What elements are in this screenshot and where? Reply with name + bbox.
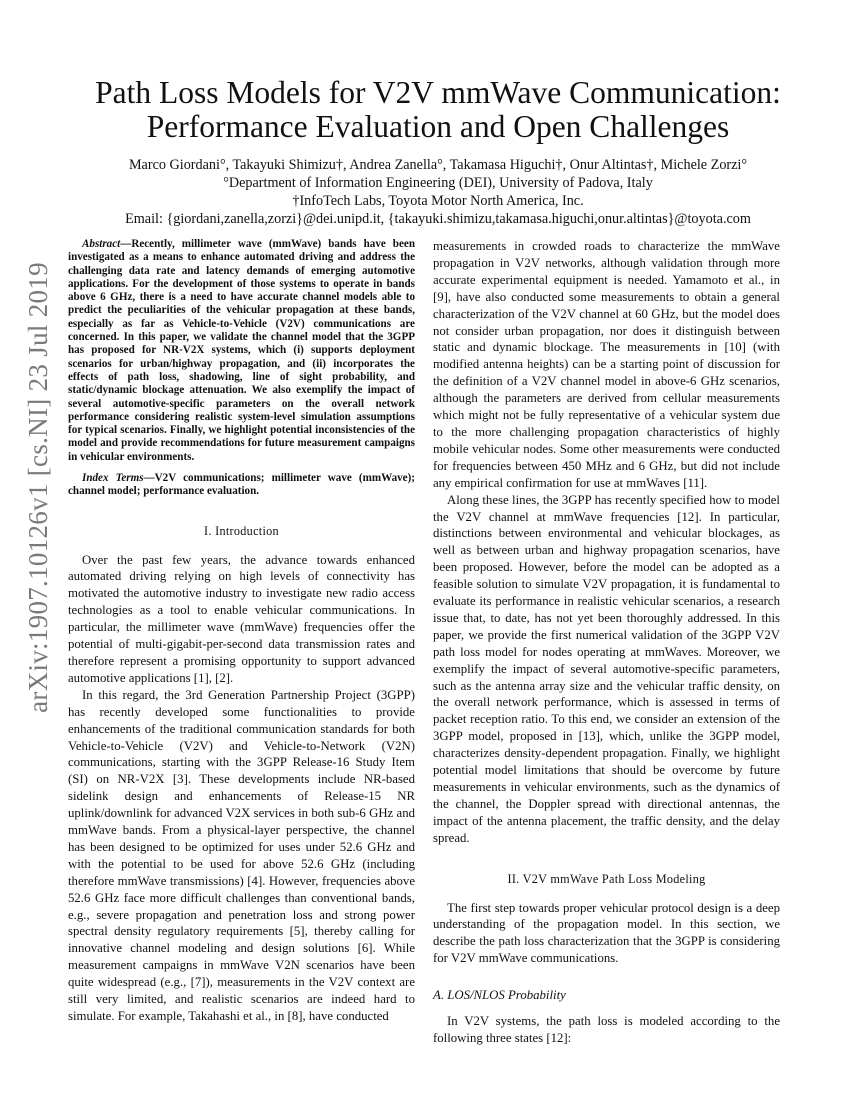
subsection-heading-los-nlos: A. LOS/NLOS Probability <box>433 988 566 1003</box>
right-column <box>433 238 780 1047</box>
paper-header <box>62 76 814 228</box>
intro-paragraph-2: In this regard, the 3rd Generation Partnership Project (3GPP) has recently developed some functionalities to provide enhancements of the traditional communication standards for both Vehicle-to-Vehicle (V2V) and Vehicle-to-Network (V2N) communications, starting with the 3GPP Release-16 Study Item (SI) on NR-V2X [3]. These developments include NR-based sidelink design and enhancements of Release-15 NR uplink/downlink for advanced V2X services in both sub-6 GHz and mmWave bands. From a physical-layer perspective, the channel has been designed to be optimized for uses under 52.6 GHz and with the potential to be used for above 52.6 GHz (including therefore mmWave transmissions) [4]. However, frequencies above 52.6 GHz face more difficult challenges than conventional bands, e.g., severe propagation and penetration loss and strong power spectral density regulatory requirements [5], thereby calling for innovative channel modeling and design solutions [6]. While measurement campaigns in mmWave V2N scenarios have been quite widespread (e.g., [7]), measurements in the V2V context are still very limited, and realistic scenarios are indeed hard to simulate. For example, Takahashi et al., in [8], have conducted <box>68 687 415 1024</box>
section-heading-path-loss: II. V2V mmWave Path Loss Modeling <box>507 871 706 886</box>
index-terms <box>68 472 415 499</box>
arxiv-identifier <box>13 262 63 713</box>
left-column <box>68 238 415 1025</box>
index-terms-lead: Index Terms <box>82 472 144 485</box>
section-heading-introduction: I. Introduction <box>204 523 279 538</box>
abstract-text: —Recently, millimeter wave (mmWave) bands have been investigated as a means to enhance automated driving and address the challenging data rate and latency demands of emerging automotive applications. For the development of those systems to operate in bands above 6 GHz, there is a need to have accurate channel models able to predict the peculiarities of the vehicular propagation at these bands, especially as far as Vehicle-to-Vehicle (V2V) communications are concerned. In this paper, we validate the channel model that the 3GPP has proposed for NR-V2X systems, which (i) supports deployment scenarios for urban/highway propagation, and (ii) incorporates the effects of path loss, shadowing, line of sight probability, and static/dynamic blockage attenuation. We also exemplify the impact of several automotive-specific parameters on the overall network performance considering realistic system-level simulation assumptions for typical scenarios. Finally, we highlight potential inconsistencies of the model and provide recommendations for future measurement campaigns in vehicular environments. <box>68 238 415 463</box>
arxiv-identifier-text: arXiv:1907.10126v1 [cs.NI] 23 Jul 2019 <box>22 262 53 713</box>
author-list: Marco Giordani°, Takayuki Shimizu†, Andrea Zanella°, Takamasa Higuchi†, Onur Altintas†, Michele Zorzi° <box>128 157 748 173</box>
paper-title <box>62 76 814 144</box>
title-line-2: Performance Evaluation and Open Challenges <box>146 109 730 144</box>
title-line-1: Path Loss Models for V2V mmWave Communication: <box>95 75 781 110</box>
section2-paragraph-2: In V2V systems, the path loss is modeled according to the following three states [12]: <box>433 1014 780 1045</box>
abstract-lead: Abstract <box>82 238 121 250</box>
section2-paragraph-1: The first step towards proper vehicular protocol design is a deep understanding of the propagation model. In this section, we describe the path loss characterization that the 3GPP is considering for V2V mmWave communications. <box>433 900 780 966</box>
intro-paragraph-4: Along these lines, the 3GPP has recently specified how to model the V2V channel at mmWave frequencies [12]. In particular, distinctions between environmental and vehicular blockages, as well as between urban and highway propagation scenarios, have been proposed. However, before the model can be adopted as a feasible solution to simulate V2V propagation, it is fundamental to evaluate its performance in realistic vehicular scenarios, a research issue that, to date, has not yet been thoroughly addressed. In this paper, we provide the first numerical validation of the 3GPP V2V path loss model for nodes operating at mmWaves. Moreover, we exemplify the impact of several automotive-specific parameters, such as the antenna array size and the vehicular traffic density, on the overall network performance, which is assessed in terms of packet reception ratio. To this end, we consider an extension of the 3GPP model, proposed in [13], which, unlike the 3GPP model, characterizes density-dependent propagation. Finally, we highlight potential model limitations that should be overcome by future measurements in vehicular environments, such as the dynamics of the channel, the Doppler spread with directional antennas, the impact of the antenna placement, the traffic density, and the delay spread. <box>433 492 780 845</box>
index-terms-text: —V2V communications; millimeter wave (mmWave); channel model; performance evaluation. <box>68 472 415 498</box>
affiliation-padova: °Department of Information Engineering (DEI), University of Padova, Italy <box>223 175 653 191</box>
author-emails: Email: {giordani,zanella,zorzi}@dei.unipd.it, {takayuki.shimizu,takamasa.higuchi,onur.altintas}@toyota.com <box>125 211 751 227</box>
affiliation-toyota: †InfoTech Labs, Toyota Motor North America, Inc. <box>292 193 584 209</box>
abstract <box>68 238 415 464</box>
intro-paragraph-3: measurements in crowded roads to characterize the mmWave propagation in V2V networks, although validation through more accurate experimental equipment is needed. Yamamoto et al., in [9], have also conducted some measurements to obtain a general characterization of the V2V channel at 60 GHz, but the model does not consider urban propagation, nor does it distinguish between static and dynamic blockage. The measurements in [10] (with modified antenna heights) can be a starting point of discussion for the definition of a V2V channel model in above-6 GHz scenarios, although the parameters are derived from cellular measurements which might not be fully representative of a vehicular system due to the more challenging propagation characteristics of highly mobile vehicular nodes. Some other measurements were conducted for frequencies between 450 MHz and 6 GHz, but did not include any empirical confirmation for use at mmWaves [11]. <box>433 239 780 490</box>
intro-paragraph-1: Over the past few years, the advance towards enhanced automated driving relying on high levels of connectivity has motivated the automotive industry to investigate new radio access technologies as a tool to enable vehicular communications. In particular, the millimeter wave (mmWave) frequencies offer the potential of multi-gigabit-per-second data transmission rates and therefore represent a promising opportunity to support advanced automotive applications [1], [2]. <box>68 552 415 685</box>
